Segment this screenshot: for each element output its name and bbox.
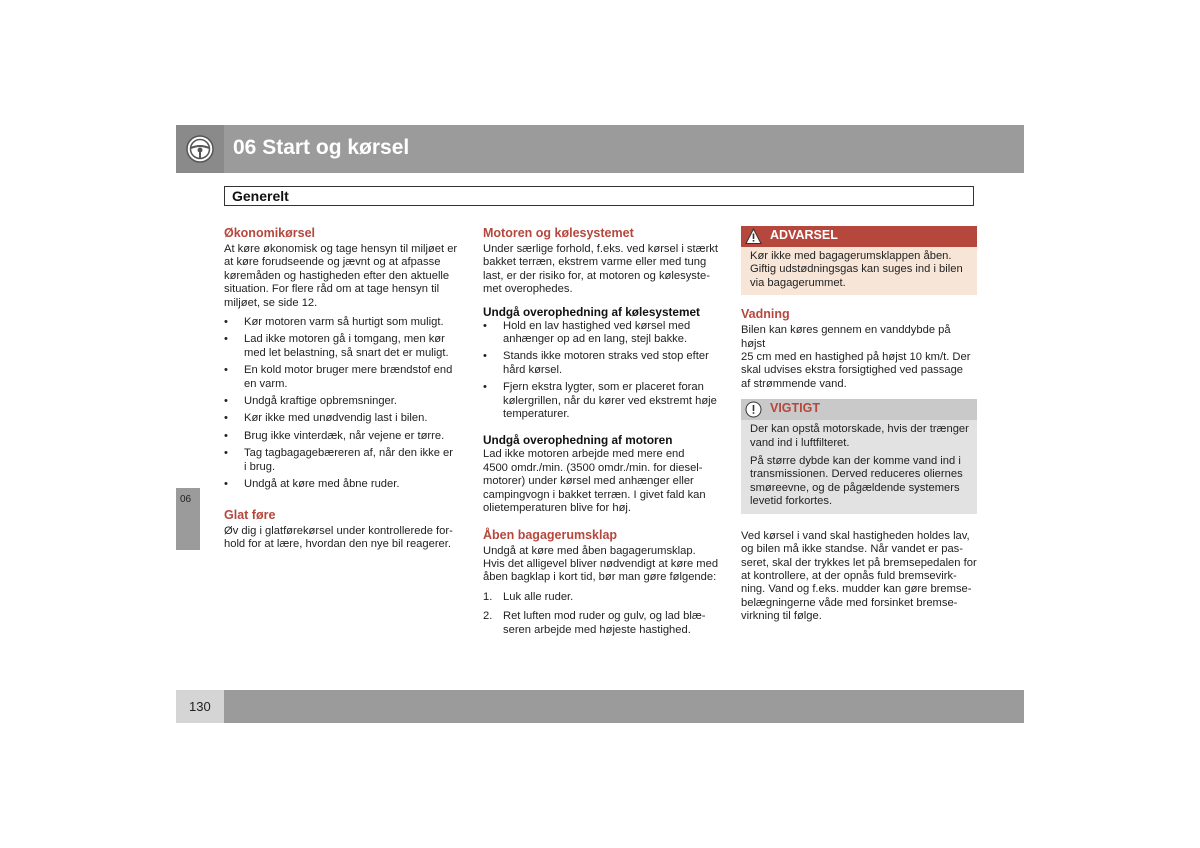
list-item: 1. Luk alle ruder. xyxy=(483,590,574,603)
page-number-box xyxy=(176,690,224,723)
chapter-side-tab xyxy=(176,488,200,550)
warning-title-bar xyxy=(741,226,977,247)
important-title: VIGTIGT xyxy=(770,401,820,416)
column-1 xyxy=(224,226,462,551)
chapter-title: 06 Start og kørsel xyxy=(233,136,410,159)
vadning-paragraph: Bilen kan køres gennem en vanddybde på højst 25 cm med en hastighed på højst 10 km/t. Der skal udvises ekstra forsigtighed ved passage af strømmende vand. xyxy=(741,324,971,390)
list-item: • Tag tagbagagebæreren af, når den ikke er i brug. xyxy=(224,447,453,473)
list-item: • Kør motoren varm så hurtigt som muligt. xyxy=(224,316,444,329)
important-body: Der kan opstå motorskade, hvis der trænger vand ind i luftfilteret. På større dybde kan der komme vand ind i transmissionen. Derved reduceres oliernes smøreevne, og de pågældende systemers levetid forkortes. xyxy=(750,423,969,508)
okonomi-bullet-list xyxy=(224,316,462,491)
heading-motor-overophedning: Undgå overophedning af motoren xyxy=(483,433,673,448)
chapter-tab-label: 06 xyxy=(180,494,192,505)
important-box xyxy=(741,399,977,513)
okonomi-paragraph: At køre økonomisk og tage hensyn til miljøet er at køre forudseende og jævnt og at afpasse køremåden og hastigheden efter den aktuelle situation. For flere råd om at tage hensyn til miljøet, se side 12. xyxy=(224,243,458,309)
koele-bullet-list xyxy=(483,320,721,422)
motor-paragraph: Under særlige forhold, f.eks. ved kørsel i stærkt bakket terræn, ekstrem varme eller med tung last, er der risiko for, at motoren og kølesyste- met overophedes. xyxy=(483,243,719,296)
list-item: • Brug ikke vinterdæk, når vejene er tørre. xyxy=(224,429,445,442)
warning-box xyxy=(741,226,977,295)
footer-bar xyxy=(224,690,1024,723)
heading-vadning: Vadning xyxy=(741,307,790,322)
list-item: • Stands ikke motoren straks ved stop efter hård kørsel. xyxy=(483,350,709,376)
list-item: • Kør ikke med unødvendig last i bilen. xyxy=(224,412,428,425)
heading-koelesystem-overophedning: Undgå overophedning af kølesystemet xyxy=(483,304,700,319)
heading-motoren-kolesystemet: Motoren og kølesystemet xyxy=(483,226,634,240)
heading-glat-fore: Glat føre xyxy=(224,507,276,522)
heading-okonomikorsel: Økonomikørsel xyxy=(224,226,315,240)
list-item: • Hold en lav hastighed ved kørsel med anhænger op ad en lang, stejl bakke. xyxy=(483,319,691,346)
list-item: • En kold motor bruger mere brændstof end en varm. xyxy=(224,364,453,390)
warning-title: ADVARSEL xyxy=(770,228,838,242)
column-3 xyxy=(741,226,977,624)
warning-triangle-icon xyxy=(745,228,762,245)
list-item: 2. Ret luften mod ruder og gulv, og lad blæ- seren arbejde med højeste hastighed. xyxy=(483,610,706,636)
list-item: • Undgå kraftige opbremsninger. xyxy=(224,395,397,408)
important-title-bar xyxy=(741,399,977,420)
bagage-paragraph: Undgå at køre med åben bagagerumsklap. Hvis det alligevel bliver nødvendigt at køre med åben bagklap i kort tid, bør man gøre følgende: xyxy=(483,544,719,584)
motor-over-paragraph: Lad ikke motoren arbejde med mere end 4500 omdr./min. (3500 omdr./min. for diesel- motorer) under kørsel med anhænger eller campingvogn i bakket terræn. I givet fald kan olietemperaturen blive for høj. xyxy=(483,448,706,515)
list-item: • Undgå at køre med åbne ruder. xyxy=(224,478,400,491)
steering-wheel-icon xyxy=(186,135,214,163)
section-title-box xyxy=(224,186,974,206)
section-title: Generelt xyxy=(232,188,289,204)
bagage-steps-list xyxy=(483,591,721,637)
exclamation-circle-icon xyxy=(745,401,762,418)
column-2 xyxy=(483,226,721,641)
after-vadning-paragraph: Ved kørsel i vand skal hastigheden holdes lav, og bilen må ikke standse. Når vandet er pas- seret, skal der trykkes let på bremsepedalen for at kontrollere, at der opnås fuld bremsevirk- ning. Vand og f.eks. mudder kan gøre bremse- belægningerne våde med forsinket bremse- virkning til følge. xyxy=(741,529,977,623)
list-item: • Fjern ekstra lygter, som er placeret foran kølergrillen, når du kører ved ekstremt høje temperaturer. xyxy=(483,381,717,421)
page-number: 130 xyxy=(189,699,211,714)
list-item: • Lad ikke motoren gå i tomgang, men kør med let belastning, så snart det er muligt. xyxy=(224,333,449,359)
warning-body: Kør ikke med bagagerumsklappen åben. Giftig udstødningsgas kan suges ind i bilen via bagagerummet. xyxy=(750,250,963,289)
glat-paragraph: Øv dig i glatførekørsel under kontrollerede for- hold for at lære, hvordan den nye bil reagerer. xyxy=(224,524,453,550)
heading-aaben-bagagerumsklap: Åben bagagerumsklap xyxy=(483,527,618,542)
